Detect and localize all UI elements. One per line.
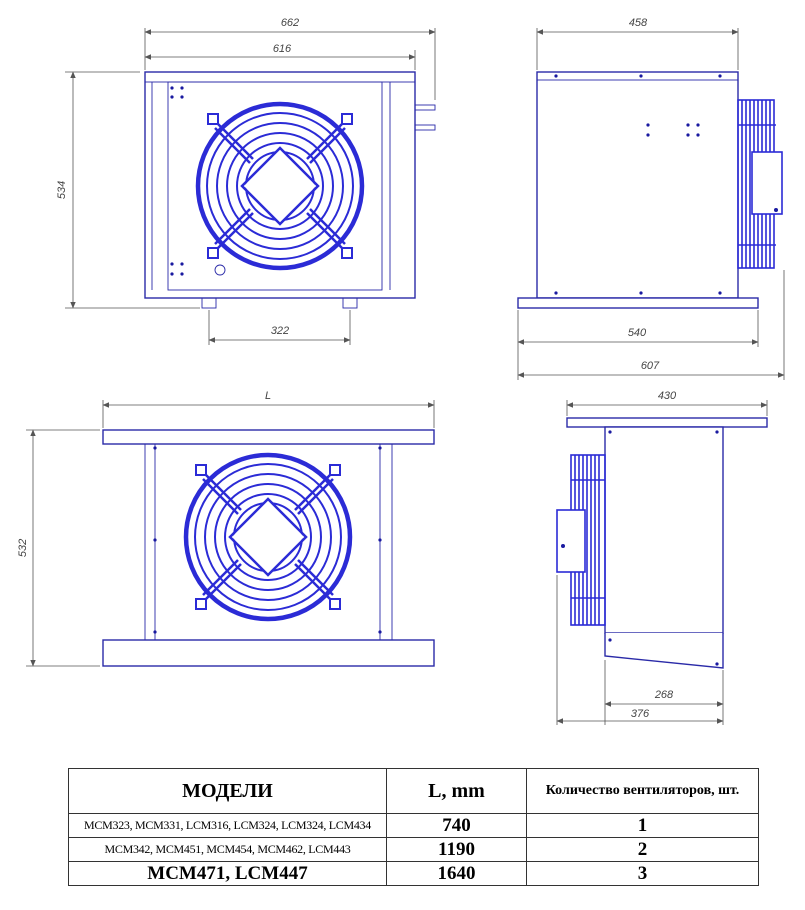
table-header-row	[69, 769, 759, 814]
dim-base-depth: 540	[627, 327, 647, 339]
dim-overall-width: 662	[280, 17, 300, 29]
fan-side-icon	[738, 100, 782, 268]
cell-models: MCM342, MCM451, MCM454, MCM462, LCM443	[69, 838, 387, 862]
side-view-top	[518, 17, 784, 380]
cell-fans: 1	[527, 814, 759, 838]
table-row	[69, 862, 759, 886]
front-view-top	[56, 17, 435, 345]
cell-fans: 2	[527, 838, 759, 862]
side-view-bottom	[557, 390, 767, 725]
cell-models: MCM323, MCM331, LCM316, LCM324, LCM324, LCM434	[69, 814, 387, 838]
header-length: L, mm	[387, 769, 527, 814]
cell-length: 1640	[387, 862, 527, 886]
fan-side-icon	[557, 455, 605, 625]
header-fans: Количество вентиляторов, шт.	[527, 769, 759, 814]
table-row	[69, 838, 759, 862]
cell-length: 1190	[387, 838, 527, 862]
dim-feet-spacing: 322	[270, 325, 290, 337]
dim-inner-depth: 268	[654, 689, 674, 701]
header-models: МОДЕЛИ	[69, 769, 387, 814]
dim-overall-depth: 607	[640, 360, 660, 372]
dim-height-bottom: 532	[17, 538, 29, 558]
dim-width-side: 430	[657, 390, 677, 402]
dim-body-width: 616	[272, 43, 292, 55]
dim-length: L	[264, 390, 272, 402]
front-view-bottom	[17, 390, 434, 666]
cell-length: 740	[387, 814, 527, 838]
cell-fans: 3	[527, 862, 759, 886]
models-table	[68, 768, 759, 886]
dim-height: 534	[56, 180, 68, 200]
table-row	[69, 814, 759, 838]
dim-overall-depth-side: 376	[630, 708, 650, 720]
cell-models: MCM471, LCM447	[69, 862, 387, 886]
dim-depth: 458	[628, 17, 648, 29]
fan-icon	[186, 455, 350, 619]
